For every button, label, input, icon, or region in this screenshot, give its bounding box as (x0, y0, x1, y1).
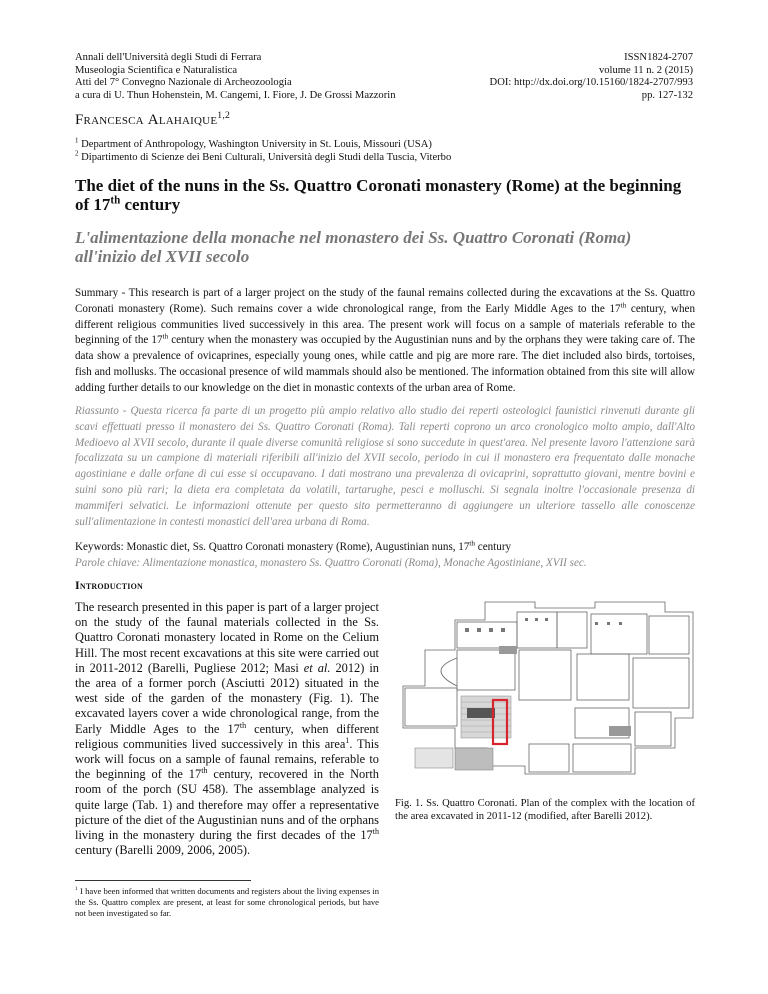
journal-name: Annali dell'Università degli Studi di Ferrara (75, 52, 262, 63)
title-text: The diet of the nuns in the Ss. Quattro Coronati monastery (Rome) at the beginning of 17 (75, 176, 682, 214)
superscript: th (469, 539, 476, 548)
site-plan-image (395, 598, 695, 776)
riassunto-paragraph: Riassunto - Questa ricerca fa parte di un progetto più ampio relativo allo studio dei reperti osteologici faunistici rinvenuti durante gli scavi effettuati presso il monastero dei Ss. Quattro Coronati (Roma). Tali reperti coprono un arco cronologico molto ampio, dall'Alto Medioevo al XVII secolo, durante il quale diverse comunità religiose si sono succedute in quest'area. Nel presente lavoro l'attenzione sarà focalizzata su un campione di materiali riferibili all'inizio del XVII secolo, periodo in cui il monastero era frequentato dalle monache agostiniane e dalle orfane di cui esse si occupavano. I dati mostrano una prevalenza di ovicaprini, soprattutto giovani, mentre bovini e suini sono più rari; la dieta era completata da volatili, tartarughe, pesci e molluschi. Si segnala inoltre l'occasionale presenza di mammiferi selvatici. Le informazioni ottenute per questo sito permetteranno di aggiungere un ulteriore tassello alle conoscenze sull'alimentazione in contesti monastici dell'area urbana di Roma. (75, 405, 695, 528)
superscript: th (162, 332, 169, 341)
keywords-text: Keywords: Monastic diet, Ss. Quattro Coronati monastery (Rome), Augustinian nuns, 17 (75, 541, 470, 553)
summary-paragraph (75, 286, 695, 397)
footnote-text: I have been informed that written documents and registers about the living expenses in the Ss. Quattro complex are present, at least for some chronological periods, but have not been investigated so far. (75, 886, 379, 918)
paper-subtitle-italian: L'alimentazione della monache nel monastero dei Ss. Quattro Coronati (Roma) all'inizio del XVII secolo (75, 228, 632, 266)
summary-text: Summary - This research is part of a larger project on the study of the faunal remains collected during the excavations at the Ss. Quattro Coronati monastery (Rome). Such remains cover a wide chronological range, from the Early Middle Ages to the 17 (75, 287, 695, 315)
affiliations (75, 138, 695, 164)
editors-line: a cura di U. Thun Hohenstein, M. Cangemi, I. Fiore, J. De Grossi Mazzorin (75, 89, 396, 101)
paper-title (75, 176, 695, 214)
keywords-text-end: century (475, 541, 512, 553)
superscript: th (372, 826, 379, 836)
body-text: century (Barelli 2009, 2006, 2005). (75, 843, 251, 858)
section-heading-text: Introduction (75, 578, 143, 592)
superscript: th (201, 766, 208, 776)
keywords-line (75, 540, 695, 555)
body-text: The research presented in this paper is part of a larger project on the study of the faunal materials collected in the Ss. Quattro Coronati monastery located in Rome on the Celium Hill. The most recent excavations at this site were carried out in 2011-2012 (Barelli, Pugliese 2012; Masi (75, 600, 379, 675)
figure-site-plan (395, 598, 695, 776)
parole-chiave-line: Parole chiave: Alimentazione monastica, monastero Ss. Quattro Coronati (Roma), Monache Agostiniane, XVII sec. (75, 557, 587, 569)
superscript: th (239, 720, 247, 730)
body-text: . This work will focus on a sample of faunal remains, referable to the beginning of the 17 (75, 736, 379, 782)
author-affiliation-marks: 1,2 (217, 110, 231, 121)
affiliation-number: 2 (75, 150, 79, 158)
journal-header-right (490, 52, 693, 102)
footnote-reference[interactable]: 1 (345, 735, 350, 745)
affiliation-1 (75, 138, 695, 151)
affiliation-text: Dipartimento di Scienze dei Beni Culturali, Università degli Studi della Tuscia, Viterbo (81, 152, 452, 163)
section-heading-introduction (75, 578, 143, 593)
superscript: th (620, 301, 627, 310)
affiliation-number: 1 (75, 137, 79, 145)
summary-text: century, when different religious communities lived successively in this area. The present work will focus on a sample of materials referable to the beginning of the 17 (75, 302, 695, 347)
affiliation-text: Department of Anthropology, Washington University in St. Louis, Missouri (USA) (81, 139, 432, 150)
title-text-end: century (120, 195, 181, 214)
body-text: century, recovered in the North room of the porch (SU 458). The assemblage analyzed is quite large (Tab. 1) and therefore may offer a representative picture of the diet of the Augustinian nuns and of the orphans living in the monastery during the first decades of the 17 (75, 767, 379, 843)
summary-text: century when the monastery was occupied by the Augustinian nuns and by the orphans they were taking care of. The data show a prevalence of ovicaprines, especially young ones, while cattle and pig are more rare. The diet included also birds, tortoises, fish and mollusks. The occasional presence of wild mammals should also be mentioned. The information obtained from this site will allow adding further details to our knowledge on the diet in monastic contexts of the urban area of Rome. (75, 334, 695, 394)
author-line (75, 112, 230, 129)
author-last-name: Alahaique (147, 112, 218, 128)
title-superscript: th (110, 194, 121, 207)
issn: ISSN1824-2707 (624, 52, 693, 63)
body-text: 2012) in the area of a former porch (Asciutti 2012) situated in the west side of the garden of the monastery (Fig. 1). The excavated layers cover a wide chronological range, from the Early Middle Ages to the 17 (75, 660, 380, 736)
volume: volume 11 n. 2 (2015) (598, 64, 693, 76)
journal-header-left (75, 52, 396, 102)
footnote-number: 1 (75, 886, 78, 893)
author-first-name: Francesca (75, 112, 144, 128)
journal-series: Museologia Scientifica e Naturalistica (75, 64, 238, 76)
introduction-paragraph (75, 600, 379, 858)
footnote (75, 886, 379, 919)
affiliation-2 (75, 151, 695, 164)
page-range: pp. 127-132 (641, 89, 693, 101)
body-text: century, when different religious communities lived successively in this area (75, 721, 380, 751)
body-italic: et al. (303, 660, 331, 675)
doi-link[interactable]: DOI: http://dx.doi.org/10.15160/1824-2707/993 (489, 77, 693, 89)
figure-caption: Fig. 1. Ss. Quattro Coronati. Plan of the complex with the location of the area excavated in 2011-12 (modified, after Barelli 2012). (395, 798, 695, 822)
footnote-divider (75, 880, 251, 881)
proceedings-name: Atti del 7° Convegno Nazionale di Archeozoologia (75, 77, 292, 89)
